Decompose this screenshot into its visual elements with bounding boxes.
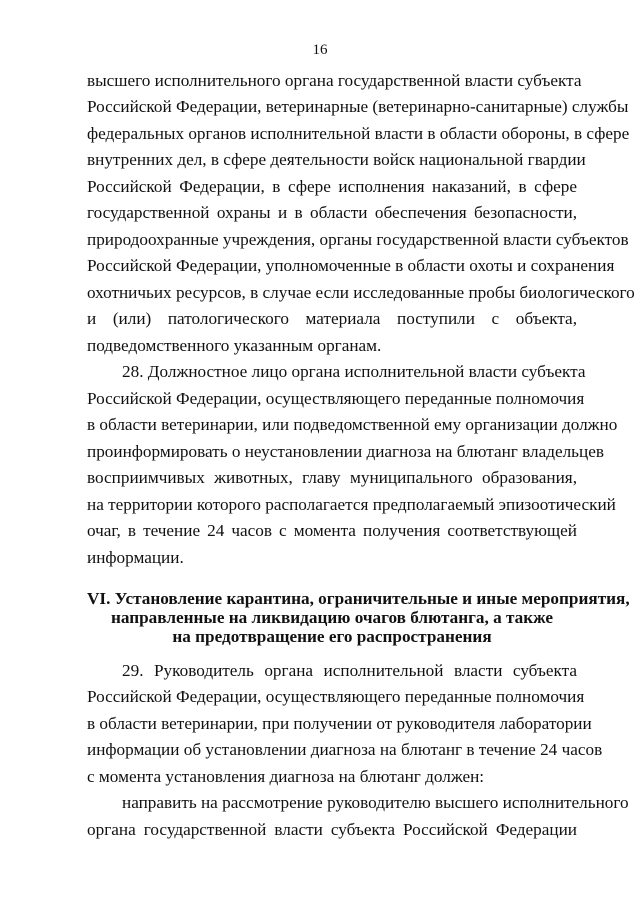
text-line: органа государственной власти субъекта Российской Федерации xyxy=(87,820,577,839)
text-line: 29. Руководитель органа исполнительной власти субъекта xyxy=(122,661,577,680)
text-line: с момента установления диагноза на блютанг должен: xyxy=(87,767,485,786)
heading-line: направленные на ликвидацию очагов блютанга, а также xyxy=(110,608,554,627)
text-line: информации. xyxy=(87,548,184,567)
text-line: и (или) патологического материала поступили с объекта, xyxy=(87,309,577,328)
text-line: направить на рассмотрение руководителю высшего исполнительного xyxy=(122,793,629,812)
text-line: внутренних дел, в сфере деятельности войск национальной гвардии xyxy=(87,150,586,169)
text-line: очаг, в течение 24 часов с момента получения соответствующей xyxy=(87,521,577,540)
page-number: 16 xyxy=(312,42,328,58)
text-line: Российской Федерации, осуществляющего переданные полномочия xyxy=(87,687,585,706)
text-line: в области ветеринарии, при получении от руководителя лаборатории xyxy=(87,714,592,733)
text-line: Российской Федерации, ветеринарные (ветеринарно-санитарные) службы xyxy=(87,97,629,116)
text-line: государственной охраны и в области обеспечения безопасности, xyxy=(87,203,577,222)
text-line: 28. Должностное лицо органа исполнительной власти субъекта xyxy=(122,362,586,381)
text-line: охотничьих ресурсов, в случае если исследованные пробы биологического xyxy=(87,283,635,302)
text-line: Российской Федерации, уполномоченные в области охоты и сохранения xyxy=(87,256,615,275)
heading-line: на предотвращение его распространения xyxy=(172,627,492,646)
text-line: проинформировать о неустановлении диагноза на блютанг владельцев xyxy=(87,442,604,461)
text-line: высшего исполнительного органа государственной власти субъекта xyxy=(87,71,582,90)
text-line: на территории которого располагается предполагаемый эпизоотический xyxy=(87,495,616,514)
text-line: Российской Федерации, в сфере исполнения наказаний, в сфере xyxy=(87,177,577,196)
text-line: природоохранные учреждения, органы государственной власти субъектов xyxy=(87,230,629,249)
text-line: подведомственного указанным органам. xyxy=(87,336,382,355)
heading-line: VI. Установление карантина, ограничительные и иные мероприятия, xyxy=(87,589,630,608)
text-line: информации об установлении диагноза на блютанг в течение 24 часов xyxy=(87,740,603,759)
text-line: Российской Федерации, осуществляющего переданные полномочия xyxy=(87,389,585,408)
text-line: восприимчивых животных, главу муниципального образования, xyxy=(87,468,577,487)
text-line: в области ветеринарии, или подведомственной ему организации должно xyxy=(87,415,618,434)
text-line: федеральных органов исполнительной власти в области обороны, в сфере xyxy=(87,124,630,143)
